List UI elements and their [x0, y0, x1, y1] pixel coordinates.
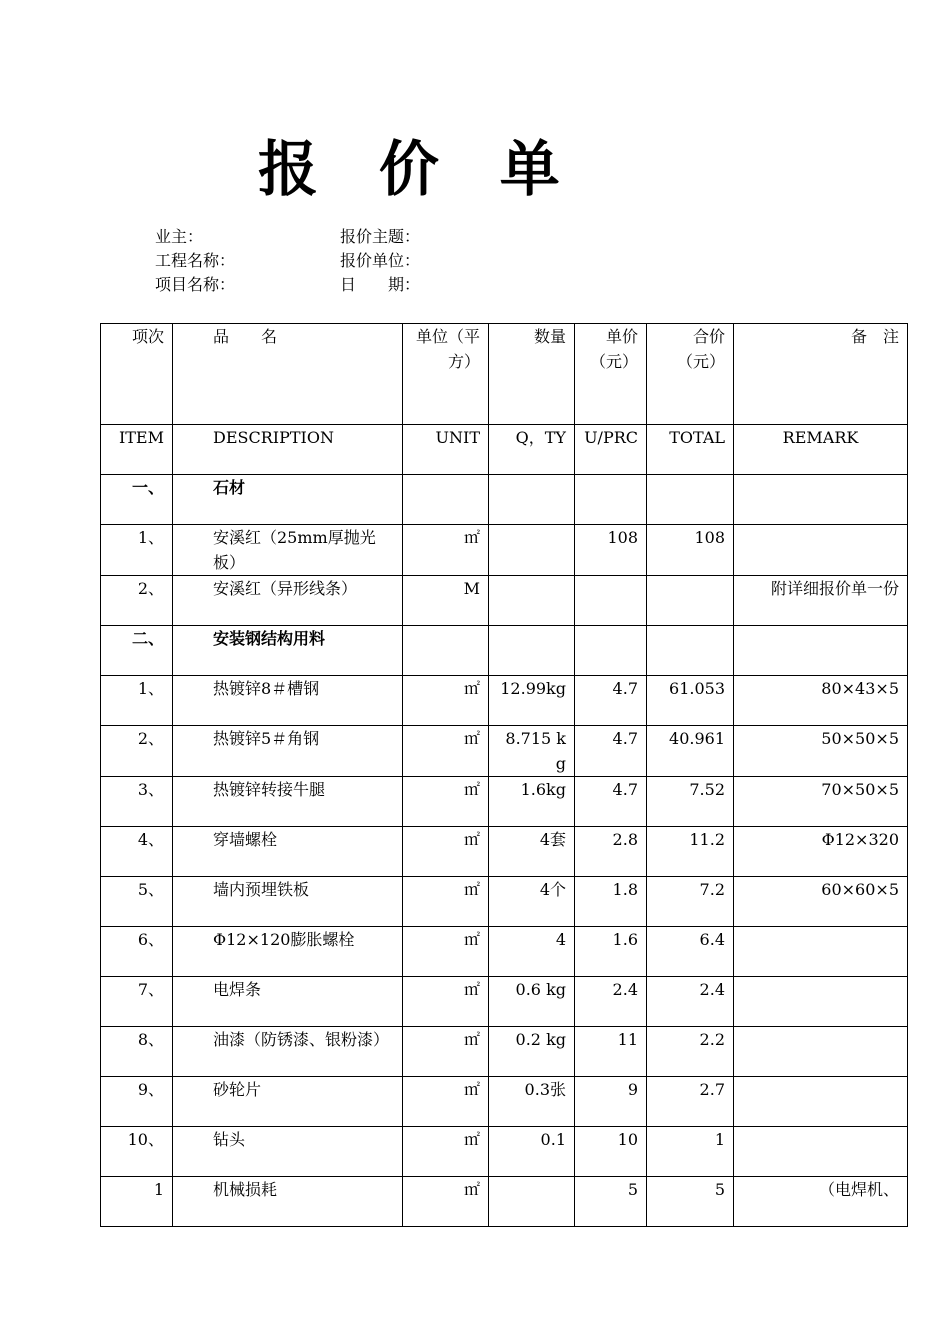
cell-qty: [489, 576, 575, 626]
header-item: 项次: [101, 324, 173, 425]
table-row: [101, 827, 908, 877]
cell-price: 4.7: [575, 777, 647, 827]
cell-price: 9: [575, 1077, 647, 1127]
cell-remark: [734, 1127, 908, 1177]
page-title: 报 价 单: [258, 135, 580, 205]
header-en-item: ITEM: [101, 425, 173, 475]
cell-item: 1: [101, 1177, 173, 1227]
header-en-desc: DESCRIPTION: [173, 425, 403, 475]
cell-desc: 机械损耗: [173, 1177, 403, 1227]
cell-unit: ㎡: [403, 1077, 489, 1127]
cell-total: 5: [647, 1177, 734, 1227]
cell-price: 4.7: [575, 726, 647, 777]
cell-qty: [489, 626, 575, 676]
cell-item: 4、: [101, 827, 173, 877]
cell-item: 9、: [101, 1077, 173, 1127]
table-row: [101, 927, 908, 977]
quote-table: [100, 323, 908, 1227]
cell-remark: 50×50×5: [734, 726, 908, 777]
cell-desc: 砂轮片: [173, 1077, 403, 1127]
cell-item: 一、: [101, 475, 173, 525]
cell-item: 2、: [101, 726, 173, 777]
cell-price: 11: [575, 1027, 647, 1077]
owner-label: 业主：: [155, 227, 204, 246]
cell-remark: [734, 927, 908, 977]
cell-item: 5、: [101, 877, 173, 927]
cell-desc: Φ12×120膨胀螺栓: [173, 927, 403, 977]
cell-desc: 热镀锌转接牛腿: [173, 777, 403, 827]
cell-total: 2.4: [647, 977, 734, 1027]
cell-total: 7.52: [647, 777, 734, 827]
cell-price: [575, 576, 647, 626]
table-row: [101, 1127, 908, 1177]
cell-item: 8、: [101, 1027, 173, 1077]
subject-label: 报价主题：: [340, 227, 421, 246]
cell-item: 3、: [101, 777, 173, 827]
cell-total: 2.7: [647, 1077, 734, 1127]
cell-unit: ㎡: [403, 777, 489, 827]
cell-desc: 安溪红（25mm厚抛光板）: [173, 525, 403, 576]
header-total: 合价（元）: [647, 324, 734, 425]
cell-total: [647, 475, 734, 525]
table-row: [101, 977, 908, 1027]
cell-unit: ㎡: [403, 1027, 489, 1077]
cell-unit: [403, 475, 489, 525]
cell-desc: 电焊条: [173, 977, 403, 1027]
cell-price: 108: [575, 525, 647, 576]
cell-desc: 热镀锌5＃角钢: [173, 726, 403, 777]
cell-price: 1.8: [575, 877, 647, 927]
cell-price: 10: [575, 1127, 647, 1177]
cell-remark: 80×43×5: [734, 676, 908, 726]
cell-item: 1、: [101, 525, 173, 576]
cell-qty: 1.6kg: [489, 777, 575, 827]
cell-price: [575, 626, 647, 676]
cell-remark: [734, 1077, 908, 1127]
cell-desc: 墙内预埋铁板: [173, 877, 403, 927]
header-en-price: U/PRC: [575, 425, 647, 475]
cell-remark: [734, 1027, 908, 1077]
cell-remark: [734, 977, 908, 1027]
table-row: [101, 1177, 908, 1227]
table-row: [101, 777, 908, 827]
cell-item: 二、: [101, 626, 173, 676]
cell-desc: 石材: [173, 475, 403, 525]
cell-remark: Φ12×320: [734, 827, 908, 877]
table-row: [101, 676, 908, 726]
header-en-remark: REMARK: [734, 425, 908, 475]
cell-remark: 70×50×5: [734, 777, 908, 827]
cell-unit: ㎡: [403, 726, 489, 777]
cell-remark: [734, 626, 908, 676]
meta-left: [155, 225, 235, 297]
cell-total: 2.2: [647, 1027, 734, 1077]
cell-qty: 0.1: [489, 1127, 575, 1177]
cell-total: 1: [647, 1127, 734, 1177]
cell-desc: 安装钢结构用料: [173, 626, 403, 676]
cell-desc: 安溪红（异形线条）: [173, 576, 403, 626]
cell-unit: ㎡: [403, 1127, 489, 1177]
cell-remark: 附详细报价单一份: [734, 576, 908, 626]
cell-total: [647, 626, 734, 676]
table-row: [101, 576, 908, 626]
cell-unit: ㎡: [403, 927, 489, 977]
header-qty: 数量: [489, 324, 575, 425]
table-row: [101, 1027, 908, 1077]
cell-remark: [734, 525, 908, 576]
cell-unit: ㎡: [403, 525, 489, 576]
cell-unit: ㎡: [403, 877, 489, 927]
header-en-unit: UNIT: [403, 425, 489, 475]
cell-total: 6.4: [647, 927, 734, 977]
cell-unit: ㎡: [403, 977, 489, 1027]
item-name-label: 项目名称：: [155, 275, 236, 294]
header-price: 单价（元）: [575, 324, 647, 425]
cell-total: 7.2: [647, 877, 734, 927]
cell-price: 2.4: [575, 977, 647, 1027]
table-row: [101, 877, 908, 927]
header-desc: 品 名: [173, 324, 403, 425]
cell-total: 11.2: [647, 827, 734, 877]
header-remark: 备 注: [734, 324, 908, 425]
table-row: [101, 1077, 908, 1127]
cell-remark: [734, 475, 908, 525]
cell-total: 108: [647, 525, 734, 576]
cell-item: 10、: [101, 1127, 173, 1177]
cell-qty: 0.6 kg: [489, 977, 575, 1027]
cell-price: 2.8: [575, 827, 647, 877]
cell-total: [647, 576, 734, 626]
cell-desc: 钻头: [173, 1127, 403, 1177]
cell-qty: [489, 1177, 575, 1227]
cell-price: [575, 475, 647, 525]
section-row: [101, 475, 908, 525]
cell-item: 6、: [101, 927, 173, 977]
cell-qty: 8.715 kg: [489, 726, 575, 777]
header-row-en: [101, 425, 908, 475]
cell-desc: 油漆（防锈漆、银粉漆）: [173, 1027, 403, 1077]
cell-desc: 穿墙螺栓: [173, 827, 403, 877]
cell-unit: ㎡: [403, 676, 489, 726]
cell-qty: 12.99kg: [489, 676, 575, 726]
date-label: 日 期：: [340, 275, 421, 294]
header-unit: 单位（平方）: [403, 324, 489, 425]
quote-unit-label: 报价单位：: [340, 251, 421, 270]
section-row: [101, 626, 908, 676]
table-row: [101, 726, 908, 777]
cell-total: 40.961: [647, 726, 734, 777]
meta-right: [340, 225, 420, 297]
cell-desc: 热镀锌8＃槽钢: [173, 676, 403, 726]
cell-qty: 4套: [489, 827, 575, 877]
cell-qty: [489, 475, 575, 525]
cell-item: 1、: [101, 676, 173, 726]
cell-unit: M: [403, 576, 489, 626]
cell-item: 2、: [101, 576, 173, 626]
cell-unit: ㎡: [403, 827, 489, 877]
cell-remark: （电焊机、: [734, 1177, 908, 1227]
cell-total: 61.053: [647, 676, 734, 726]
cell-qty: 4个: [489, 877, 575, 927]
header-en-total: TOTAL: [647, 425, 734, 475]
cell-unit: [403, 626, 489, 676]
cell-price: 5: [575, 1177, 647, 1227]
cell-qty: [489, 525, 575, 576]
project-name-label: 工程名称：: [155, 251, 236, 270]
cell-unit: ㎡: [403, 1177, 489, 1227]
cell-qty: 0.2 kg: [489, 1027, 575, 1077]
header-en-qty: Q，TY: [489, 425, 575, 475]
cell-qty: 0.3张: [489, 1077, 575, 1127]
cell-item: 7、: [101, 977, 173, 1027]
table-row: [101, 525, 908, 576]
cell-qty: 4: [489, 927, 575, 977]
header-row-cn: [101, 324, 908, 425]
cell-price: 4.7: [575, 676, 647, 726]
cell-price: 1.6: [575, 927, 647, 977]
cell-remark: 60×60×5: [734, 877, 908, 927]
